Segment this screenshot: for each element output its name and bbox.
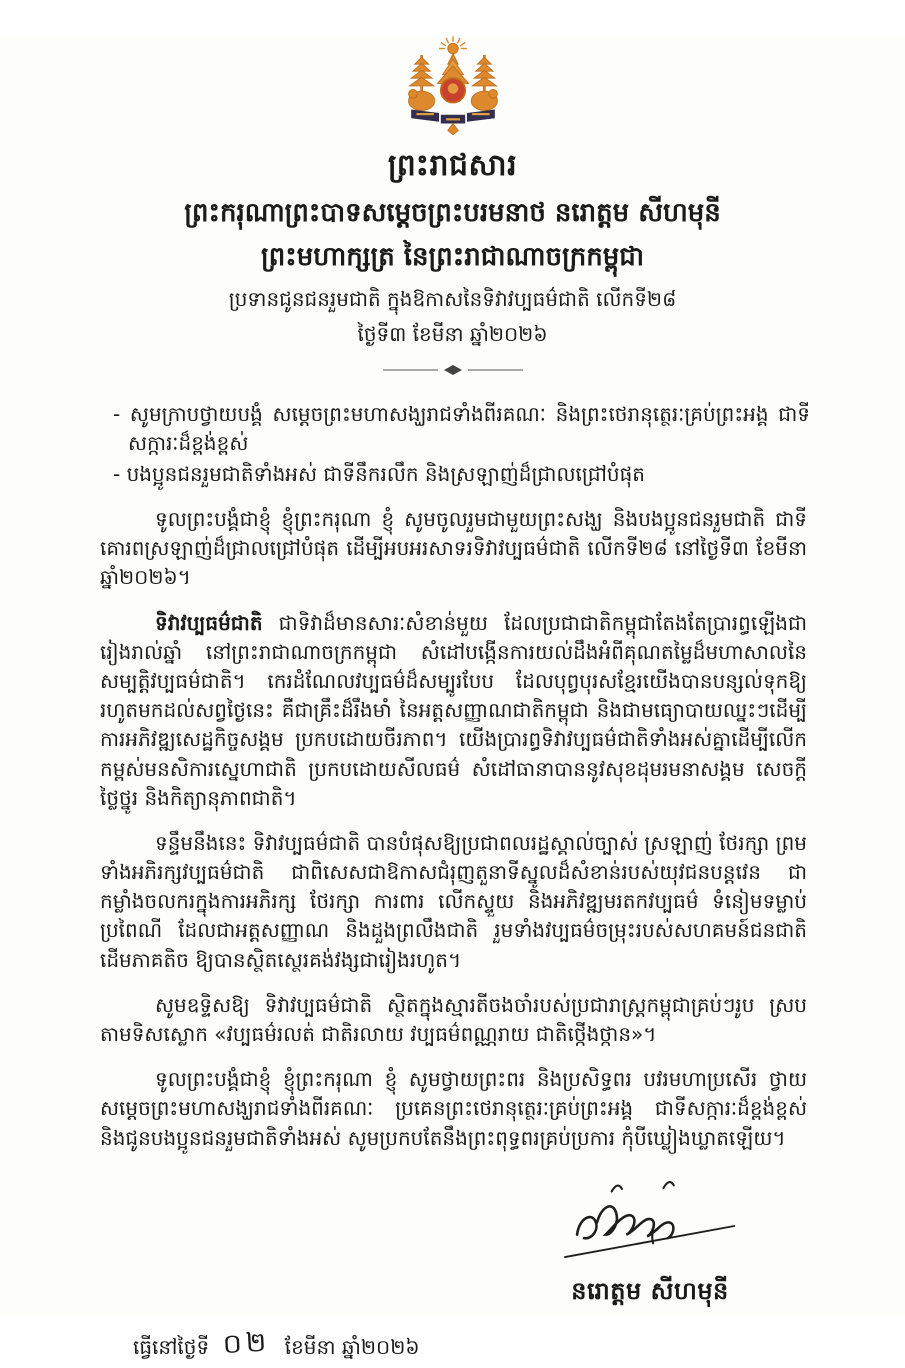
royal-arms-emblem — [383, 36, 523, 140]
date-prefix: ធ្វើនៅថ្ងៃទី — [133, 1334, 210, 1359]
event-date-line: ថ្ងៃទី៣ ខែមីនា ឆ្នាំ២០២៦ — [357, 322, 548, 346]
salutation-line: - សូមក្រាបថ្វាយបង្គំ សម្ដេចព្រះមហាសង្ឃរាជទាំងពីរគណៈ និងព្រះថេរានុត្ថេរៈគ្រប់ព្រះអង្គ ជាទីសក្ការៈដ៏ខ្ពង់ខ្ពស់ — [113, 402, 810, 455]
execution-date-line — [133, 1326, 905, 1368]
signatory-name: នរោត្តម សីហមុនី — [571, 1276, 729, 1305]
salutation-line: - បងប្អូនជនរួមជាតិទាំងអស់ ជាទីនឹករលឹក និងស្រឡាញ់ដ៏ជ្រាលជ្រៅបំផុត — [113, 462, 645, 486]
ornament-divider — [0, 361, 905, 380]
salutation-list — [113, 400, 810, 489]
signature-icon — [543, 1169, 758, 1264]
handwritten-day: ០២ — [222, 1326, 272, 1360]
royal-message-document — [0, 36, 905, 1360]
body-paragraph — [100, 1065, 807, 1153]
royal-arms-icon — [392, 36, 514, 136]
paragraph-text: ទូលព្រះបង្គំជាខ្ញុំ ខ្ញុំព្រះករុណា ខ្ញុំ សូមថ្វាយព្រះពរ និងប្រសិទ្ធពរ បវរមហាប្រសើរ ថ្វាយ សម្ដេចព្រះមហាសង្ឃរាជទាំងពីរគណៈ ប្រគេនព្រះថេរានុត្ថេរៈគ្រប់ព្រះអង្គ ជាទីសក្ការៈដ៏ខ្ពង់ខ្ពស់ និងជូនបងប្អូនជនរួមជាតិទាំងអស់ សូមប្រកបតែនឹងព្រះពុទ្ធពរគ្រប់ប្រការ កុំបីឃ្លៀងឃ្លាតឡើយ។ — [100, 1067, 807, 1150]
paragraph-text: ទូលព្រះបង្គំជាខ្ញុំ ខ្ញុំព្រះករុណា ខ្ញុំ សូមចូលរួមជាមួយព្រះសង្ឃ និងបងប្អូនជនរួមជាតិ ជាទីគោរពស្រឡាញ់ដ៏ជ្រាលជ្រៅបំផុត ដើម្បីអបអរសាទរទិវាវប្បធម៌ជាតិ លើកទី២៨ នៅថ្ងៃទី៣ ខែមីនា ឆ្នាំ២០២៦។ — [100, 507, 807, 590]
signature-block — [515, 1169, 785, 1311]
king-title-line: ព្រះមហាក្សត្រ នៃព្រះរាជាណាចក្រកម្ពុជា — [261, 242, 644, 272]
divider-icon — [378, 364, 528, 376]
body-paragraph — [100, 505, 807, 593]
date-rest: ខែមីនា ឆ្នាំ២០២៦ — [284, 1334, 420, 1359]
body-paragraph — [100, 609, 807, 813]
paragraph-text: ទន្ទឹមនឹងនេះ ទិវាវប្បធម៌ជាតិ បានបំផុសឱ្យប្រជាពលរដ្ឋស្គាល់ច្បាស់ ស្រឡាញ់ ថែរក្សា ព្រមទាំងអភិរក្សវប្បធម៌ជាតិ ជាពិសេសជាឱកាសជំរុញតួនាទីស្នូលដ៏សំខាន់របស់យុវជនបន្តវេន ជាកម្លាំងចលករក្នុងការអភិរក្ស ថែរក្សា ការពារ លើកស្ទួយ និងអភិវឌ្ឍមរតកវប្បធម៌ ទំនៀមទម្លាប់ ប្រពៃណី ដែលជាអត្តសញ្ញាណ និងដួងព្រលឹងជាតិ រួមទាំងវប្បធម៌ចម្រុះរបស់សហគមន៍ជនជាតិដើមភាគតិច ឱ្យបានស្ថិតស្ថេរគង់វង្សជារៀងរហូត។ — [100, 830, 808, 972]
body-paragraph — [100, 991, 807, 1049]
paragraph-lead: ទិវាវប្បធម៌ជាតិ — [155, 610, 263, 635]
paragraph-text: សូមឧទ្ទិសឱ្យ ទិវាវប្បធម៌ជាតិ ស្ថិតក្នុងស្មារតីចងចាំរបស់ប្រជារាស្ត្រកម្ពុជាគ្រប់ៗរូប ស្របតាមទិសស្លោក «វប្បធម៌រលត់ ជាតិរលាយ វប្បធម៌ពណ្ណរាយ ជាតិថ្កើងថ្កាន»។ — [100, 992, 807, 1046]
document-title: ព្រះរាជសារ — [387, 148, 518, 183]
paragraph-text: ជាទិវាដ៏មានសារៈសំខាន់មួយ ដែលប្រជាជាតិកម្ពុជាតែងតែប្រារព្ធឡើងជារៀងរាល់ឆ្នាំ នៅព្រះរាជាណាចក្រកម្ពុជា សំដៅបង្កើនការយល់ដឹងអំពីគុណតម្លៃដ៏មហាសាលនៃសម្បត្តិវប្បធម៌ជាតិ។ កេរដំណែលវប្បធម៌ដ៏សម្បូរបែប ដែលបុព្វបុរសខ្មែរយើងបានបន្សល់ទុកឱ្យរហូតមកដល់សព្វថ្ងៃនេះ គឺជាគ្រឹះដ៏រឹងមាំ នៃអត្តសញ្ញាណជាតិកម្ពុជា និងជាមធ្យោបាយឈ្នះៗដើម្បីការអភិវឌ្ឍសេដ្ឋកិច្ចសង្គម ប្រកបដោយចីរភាព។ យើងប្រារព្ធទិវាវប្បធម៌ជាតិទាំងអស់គ្នាដើម្បីលើកកម្ពស់មនសិការស្នេហាជាតិ ប្រកបដោយសីលធម៌ សំដៅធានាបាននូវសុខដុមរមនាសង្គម សេចក្ដីថ្លៃថ្នូរ និងកិត្យានុភាពជាតិ។ — [100, 610, 807, 810]
occasion-line: ប្រទានជូនជនរួមជាតិ ក្នុងឱកាសនៃទិវាវប្បធម៌ជាតិ លើកទី២៨ — [228, 287, 677, 311]
body-paragraph — [100, 829, 807, 975]
king-name-line: ព្រះករុណាព្រះបាទសម្ដេចព្រះបរមនាថ នរោត្តម សីហមុនី — [184, 198, 721, 228]
